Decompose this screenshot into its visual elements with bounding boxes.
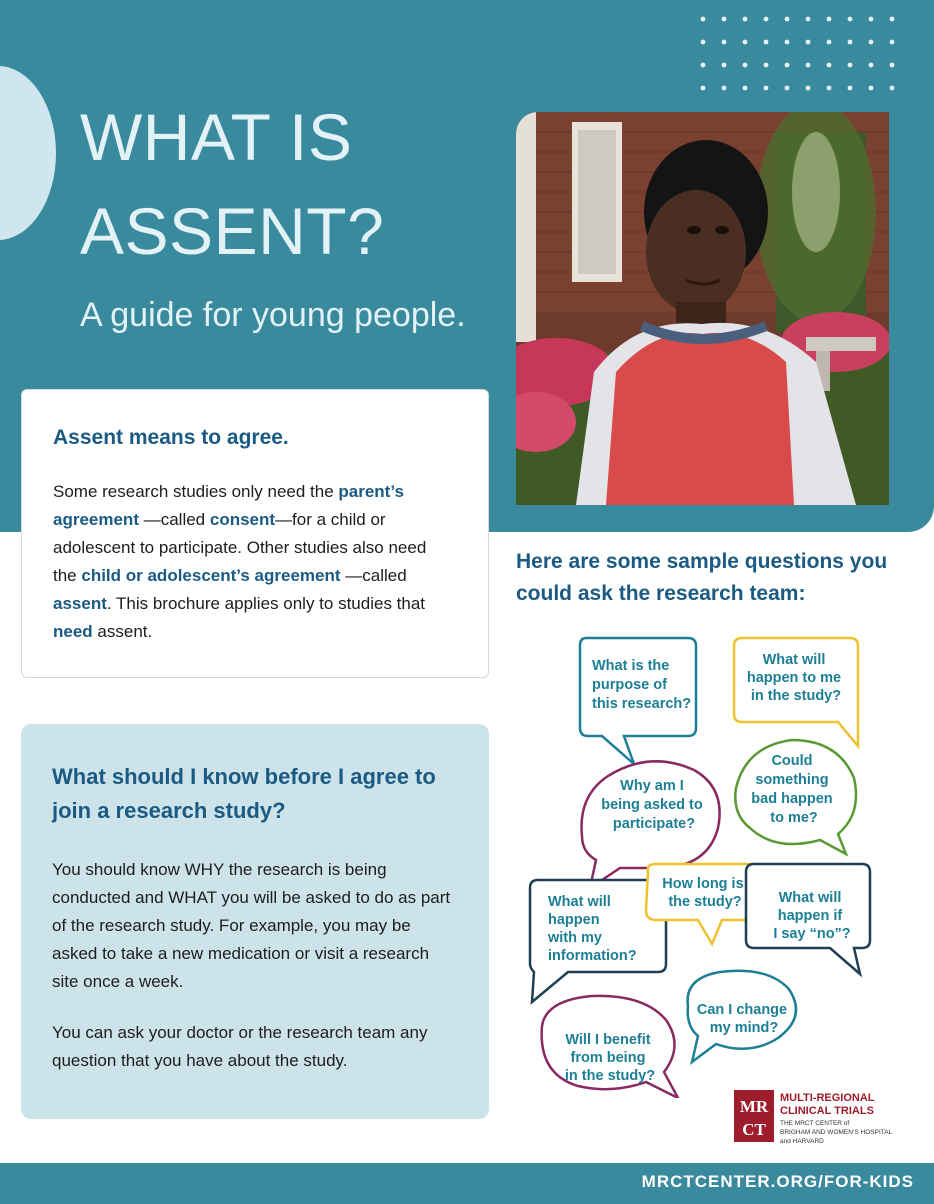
q8-line-2: my mind? bbox=[709, 1020, 779, 1036]
highlight-consent: consent bbox=[209, 510, 276, 529]
q3-line-1: Why am I bbox=[620, 778, 684, 794]
q4-line-3: bad happen bbox=[751, 791, 833, 807]
q2-line-3: in the study? bbox=[750, 688, 842, 704]
svg-text:MR: MR bbox=[739, 1097, 769, 1116]
title-line-2: ASSENT? bbox=[80, 194, 385, 268]
q9-line-2: from being bbox=[570, 1050, 646, 1066]
assent-paragraph bbox=[53, 478, 433, 646]
highlight-assent: assent bbox=[53, 594, 107, 613]
q3-line-2: being asked to bbox=[601, 797, 703, 813]
sample-questions-heading: Here are some sample questions you could ask the research team: bbox=[516, 550, 888, 605]
assent-text-1: Some research studies only need the bbox=[53, 482, 339, 501]
svg-text:Will I benefit from bein bbox=[565, 1032, 655, 1084]
question-bubbles bbox=[516, 628, 896, 1098]
q5-line-1: What will bbox=[548, 894, 611, 910]
q9-line-1: Will I benefit bbox=[565, 1032, 651, 1048]
q2-line-2: happen to me bbox=[746, 670, 842, 686]
q4-line-1: Could bbox=[771, 753, 813, 769]
mrct-logo bbox=[734, 1090, 914, 1146]
q2-line-1: What will bbox=[762, 652, 826, 668]
logo-line-3: THE MRCT CENTER of bbox=[780, 1120, 850, 1127]
q5-line-4: information? bbox=[548, 948, 637, 964]
bubble-purpose bbox=[580, 638, 696, 764]
q5-line-3: with my bbox=[548, 930, 602, 946]
bubble-change-mind bbox=[688, 971, 796, 1062]
page-subtitle: A guide for young people. bbox=[80, 296, 466, 334]
svg-text:What will happen if bbox=[773, 890, 850, 942]
q9-line-3: in the study? bbox=[564, 1068, 656, 1084]
assent-heading: Assent means to agree. bbox=[53, 426, 289, 449]
q6-line-1: How long is bbox=[662, 876, 744, 892]
dot-grid-decoration bbox=[700, 16, 896, 92]
svg-text:CT: CT bbox=[742, 1120, 766, 1139]
q6-line-2: the study? bbox=[668, 894, 742, 910]
q1-line-2: purpose of bbox=[592, 677, 667, 693]
logo-line-5: and HARVARD bbox=[780, 1138, 824, 1145]
q8-line-1: Can I change bbox=[696, 1002, 788, 1018]
page-title bbox=[80, 100, 385, 292]
assent-text-5: . This brochure applies only to studies that bbox=[106, 594, 426, 613]
q4-line-2: something bbox=[755, 772, 829, 788]
logo-line-1: MULTI-REGIONAL bbox=[780, 1092, 875, 1104]
teen-portrait-photo bbox=[516, 112, 889, 505]
footer-url-link[interactable]: MRCTCENTER.ORG/FOR-KIDS bbox=[641, 1172, 914, 1191]
know-paragraph-1: You should know WHY the research is being conducted and WHAT you will be asked to do as part of the research study. For example, you may be asked to take a new medication or visit a research site once a week. bbox=[52, 860, 451, 991]
highlight-child-agreement: child or adolescent’s agreement bbox=[81, 566, 341, 585]
logo-line-2: CLINICAL TRIALS bbox=[780, 1105, 874, 1117]
q7-line-1: What will bbox=[778, 890, 842, 906]
footer-band bbox=[0, 1163, 934, 1204]
q1-line-1: What is the bbox=[592, 658, 670, 674]
title-line-1: WHAT IS bbox=[80, 100, 353, 174]
bubble-something-bad bbox=[735, 740, 856, 854]
q7-line-3: I say “no”? bbox=[773, 926, 851, 942]
assent-text-3: —for a child or adolescent to participate. Other studies also need the bbox=[53, 510, 427, 585]
assent-text-6: assent. bbox=[92, 622, 153, 641]
assent-text-2: —called bbox=[138, 510, 210, 529]
know-paragraph-2: You can ask your doctor or the research team any question that you have about the study. bbox=[52, 1023, 428, 1070]
bubble-say-no bbox=[746, 864, 870, 974]
q7-line-2: happen if bbox=[777, 908, 843, 924]
know-heading: What should I know before I agree to join a research study? bbox=[52, 764, 436, 823]
what-to-know-box bbox=[21, 724, 489, 1119]
q5-line-2: happen bbox=[548, 912, 600, 928]
q3-line-3: participate? bbox=[612, 816, 696, 832]
assent-definition-box bbox=[21, 389, 489, 678]
q1-line-3: this research? bbox=[592, 696, 692, 712]
bubble-happen-to-me bbox=[734, 638, 858, 746]
bubble-benefit bbox=[542, 996, 678, 1098]
logo-line-4: BRIGHAM AND WOMEN’S HOSPITAL bbox=[780, 1129, 893, 1136]
highlight-parents-agreement: parent’s agreement bbox=[53, 482, 404, 529]
assent-text-4: —called bbox=[340, 566, 407, 585]
q4-line-4: to me? bbox=[770, 810, 818, 826]
highlight-need: need bbox=[53, 622, 93, 641]
